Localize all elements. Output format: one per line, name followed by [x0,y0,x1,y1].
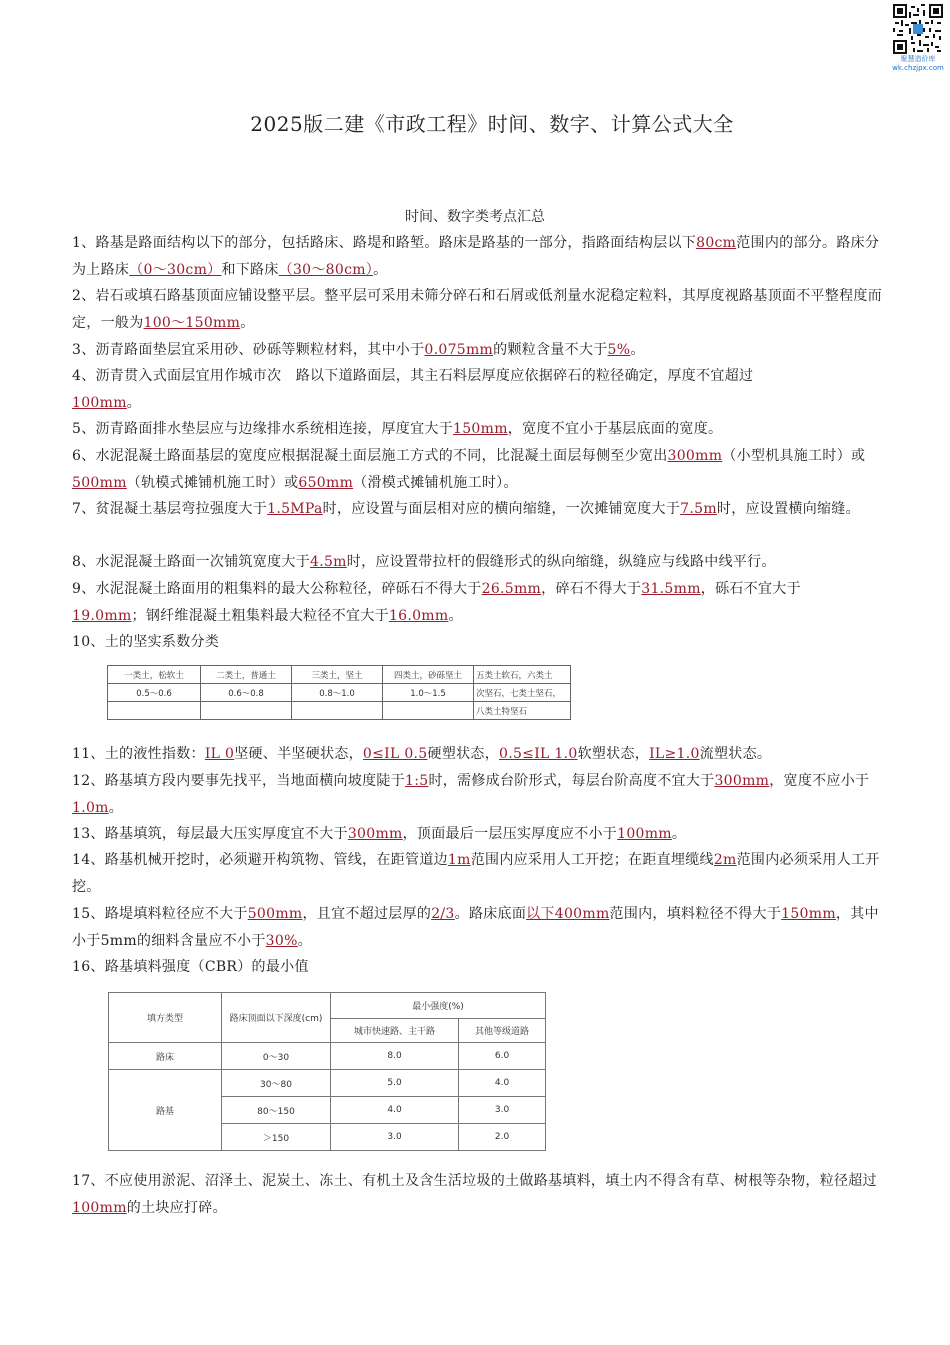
item-15: 15、路堤填料粒径应不大于500mm，且宜不超过层厚的2/3。路床底面以下400mm范围内，填料粒径不得大于150mm，其中小于5mm的细料含量应不小于30%。 [72,906,879,949]
soil-value-2: 0.6～0.8 [201,684,292,702]
item-16: 16、路基填料强度（CBR）的最小值 [72,959,309,975]
soil-header-5: 五类土软石，六类土 [474,666,571,684]
item-12: 12、路基填方段内要事先找平，当地面横向坡度陡于1:5时，需修成台阶形式，每层台阶高度不宜大于300mm，宽度不应小于1.0m。 [72,773,870,816]
soil-value-5: 次坚石，七类土坚石， [474,684,571,702]
soil-value-1: 0.5～0.6 [108,684,201,702]
item-4: 4、沥青贯入式面层宜用作城市次 路以下道路面层，其主石料层厚度应依据碎石的粒径确定，厚度不宜超过100mm。 [72,368,754,411]
soil-value-4: 1.0～1.5 [383,684,474,702]
soil-extra: 八类土特坚石 [474,702,571,720]
cbr-header-col1: 城市快速路、主干路 [331,1019,459,1043]
table-row: 路床 0～30 8.0 6.0 [109,1043,546,1070]
soil-header-2: 二类土，普通土 [201,666,292,684]
cbr-header-col2: 其他等级道路 [459,1019,546,1043]
qr-code [893,4,943,54]
item-3: 3、沥青路面垫层宜采用砂、砂砾等颗粒材料，其中小于0.075mm的颗粒含量不大于5%。 [72,342,645,358]
item-10: 10、土的坚实系数分类 [72,634,220,650]
item-17: 17、不应使用淤泥、沼泽土、泥炭土、冻土、有机土及含生活垃圾的土做路基填料，填土内不得含有草、树根等杂物，粒径超过100mm的土块应打碎。 [72,1173,877,1216]
page-title: 2025版二建《市政工程》时间、数字、计算公式大全 [250,112,734,136]
qr-label [885,55,950,73]
soil-header-1: 一类土，松软土 [108,666,201,684]
qr-label-brand: 聚慧造价库 [900,55,936,63]
cbr-header-depth: 路床顶面以下深度(cm) [222,993,331,1043]
item-11: 11、土的液性指数：IL 0坚硬、半坚硬状态，0≤IL 0.5硬塑状态，0.5≤IL 1.0软塑状态，IL≥1.0流塑状态。 [72,746,772,762]
item-6: 6、水泥混凝土路面基层的宽度应根据混凝土面层施工方式的不同，比混凝土面层每侧至少宽出300mm（小型机具施工时）或500mm（轨模式摊铺机施工时）或650mm（滑模式摊铺机施工时）。 [72,448,866,491]
table-row: ＞150 3.0 2.0 [109,1124,546,1151]
cbr-header-type: 填方类型 [109,993,222,1043]
soil-header-4: 四类土，砂砾坚土 [383,666,474,684]
item-1: 1、路基是路面结构以下的部分，包括路床、路堤和路堑。路床是路基的一部分，指路面结构层以下80cm范围内的部分。路床分为上路床（0～30cm）和下路床（30～80cm）。 [72,235,880,278]
item-9: 9、水泥混凝土路面用的粗集料的最大公称粒径，碎砾石不得大于26.5mm，碎石不得大于31.5mm，砾石不宜大于19.0mm；钢纤维混凝土粗集料最大粒径不宜大于16.0mm。 [72,581,801,624]
section-subtitle: 时间、数字类考点汇总 [405,209,545,225]
qr-label-url: wk.chzjpx.com [892,64,944,72]
soil-hardness-table [107,665,571,720]
item-8: 8、水泥混凝土路面一次铺筑宽度大于4.5m时，应设置带拉杆的假缝形式的纵向缩缝，纵缝应与线路中线平行。 [72,554,776,570]
item-13: 13、路基填筑，每层最大压实厚度宜不大于300mm，顶面最后一层压实厚度应不小于100mm。 [72,826,687,842]
item-14: 14、路基机械开挖时，必须避开构筑物、管线，在距管道边1m范围内应采用人工开挖；在距直埋缆线2m范围内必须采用人工开挖。 [72,852,880,895]
item-2: 2、岩石或填石路基顶面应铺设整平层。整平层可采用未筛分碎石和石屑或低剂量水泥稳定粒料，其厚度视路基顶面不平整程度而定，一般为100～150mm。 [72,288,883,331]
item-5: 5、沥青路面排水垫层应与边缘排水系统相连接，厚度宜大于150mm，宽度不宜小于基层底面的宽度。 [72,421,723,437]
cbr-header-min: 最小强度(%) [331,993,546,1019]
soil-header-3: 三类土，坚土 [292,666,383,684]
item-7: 7、贫混凝土基层弯拉强度大于1.5MPa时，应设置与面层相对应的横向缩缝，一次摊铺宽度大于7.5m时，应设置横向缩缝。 [72,501,860,517]
cbr-table [108,992,546,1151]
soil-value-3: 0.8～1.0 [292,684,383,702]
table-row: 80～150 4.0 3.0 [109,1097,546,1124]
table-row: 路基 30～80 5.0 4.0 [109,1070,546,1097]
